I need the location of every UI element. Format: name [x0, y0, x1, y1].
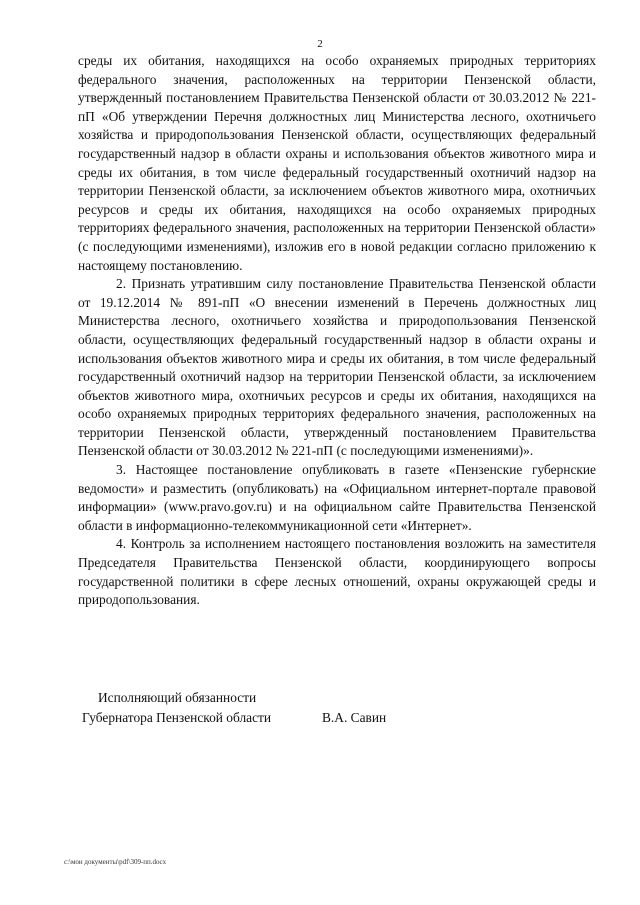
signatory-title-line-2: Губернатора Пензенской области [82, 710, 272, 725]
paragraph-2: 2. Признать утратившим силу постановление Правительства Пензенской области от 19.12.2014 № 891-пП «О внесении изменений в Перечень должностных лиц Министерства лесного, охотничьего хозяйства и природопользования Пензенской области, осуществляющих федеральный государственный надзор в области охраны и использования объектов животного мира и среды их обитания, в том числе федеральный государственный охотничий надзор на территории Пензенской области, за исключением объектов животного мира, охотничьих ресурсов и среды их обитания, находящихся на особо охраняемых природных территориях федерального значения, расположенных на территории Пензенской области, утвержденный постановлением Правительства Пензенской области от 30.03.2012 № 221-пП (с последующими изменениями)». [78, 276, 596, 459]
file-path-footer: c:\мои документы\pdf\309-пп.docx [64, 858, 167, 866]
document-body [78, 52, 596, 610]
signatory-title-line-1: Исполняющий обязанности [98, 690, 257, 705]
signatory-name: В.А. Савин [322, 710, 387, 725]
paragraph-1-continuation: среды их обитания, находящихся на особо охраняемых природных территориях федерального значения, расположенных на территории Пензенской области, утвержденный постановлением Правительства Пензенской области от 30.03.2012 № 221-пП «Об утверждении Перечня должностных лиц Министерства лесного, охотничьего хозяйства и природопользования Пензенской области, осуществляющих федеральный государственный надзор в области охраны и использования объектов животного мира и среды их обитания, в том числе федеральный государственный охотничий надзор на территории Пензенской области, за исключением объектов животного мира, охотничьих ресурсов и среды их обитания, находящихся на особо охраняемых природных территориях федерального значения, расположенных на территории Пензенской области» (с последующими изменениями), изложив его в новой редакции согласно приложению к настоящему постановлению. [78, 53, 596, 273]
paragraph-3: 3. Настоящее постановление опубликовать в газете «Пензенские губернские ведомости» и разместить (опубликовать) на «Официальном интернет-портале правовой информации» (www.pravo.gov.ru) и на официальном сайте Правительства Пензенской области в информационно-телекоммуникационной сети «Интернет». [78, 462, 596, 533]
page-number: 2 [317, 38, 323, 50]
paragraph-4: 4. Контроль за исполнением настоящего постановления возложить на заместителя Председателя Правительства Пензенской области, координирующего вопросы государственной политики в сфере лесных отношений, охраны окружающей среды и природопользования. [78, 536, 596, 608]
